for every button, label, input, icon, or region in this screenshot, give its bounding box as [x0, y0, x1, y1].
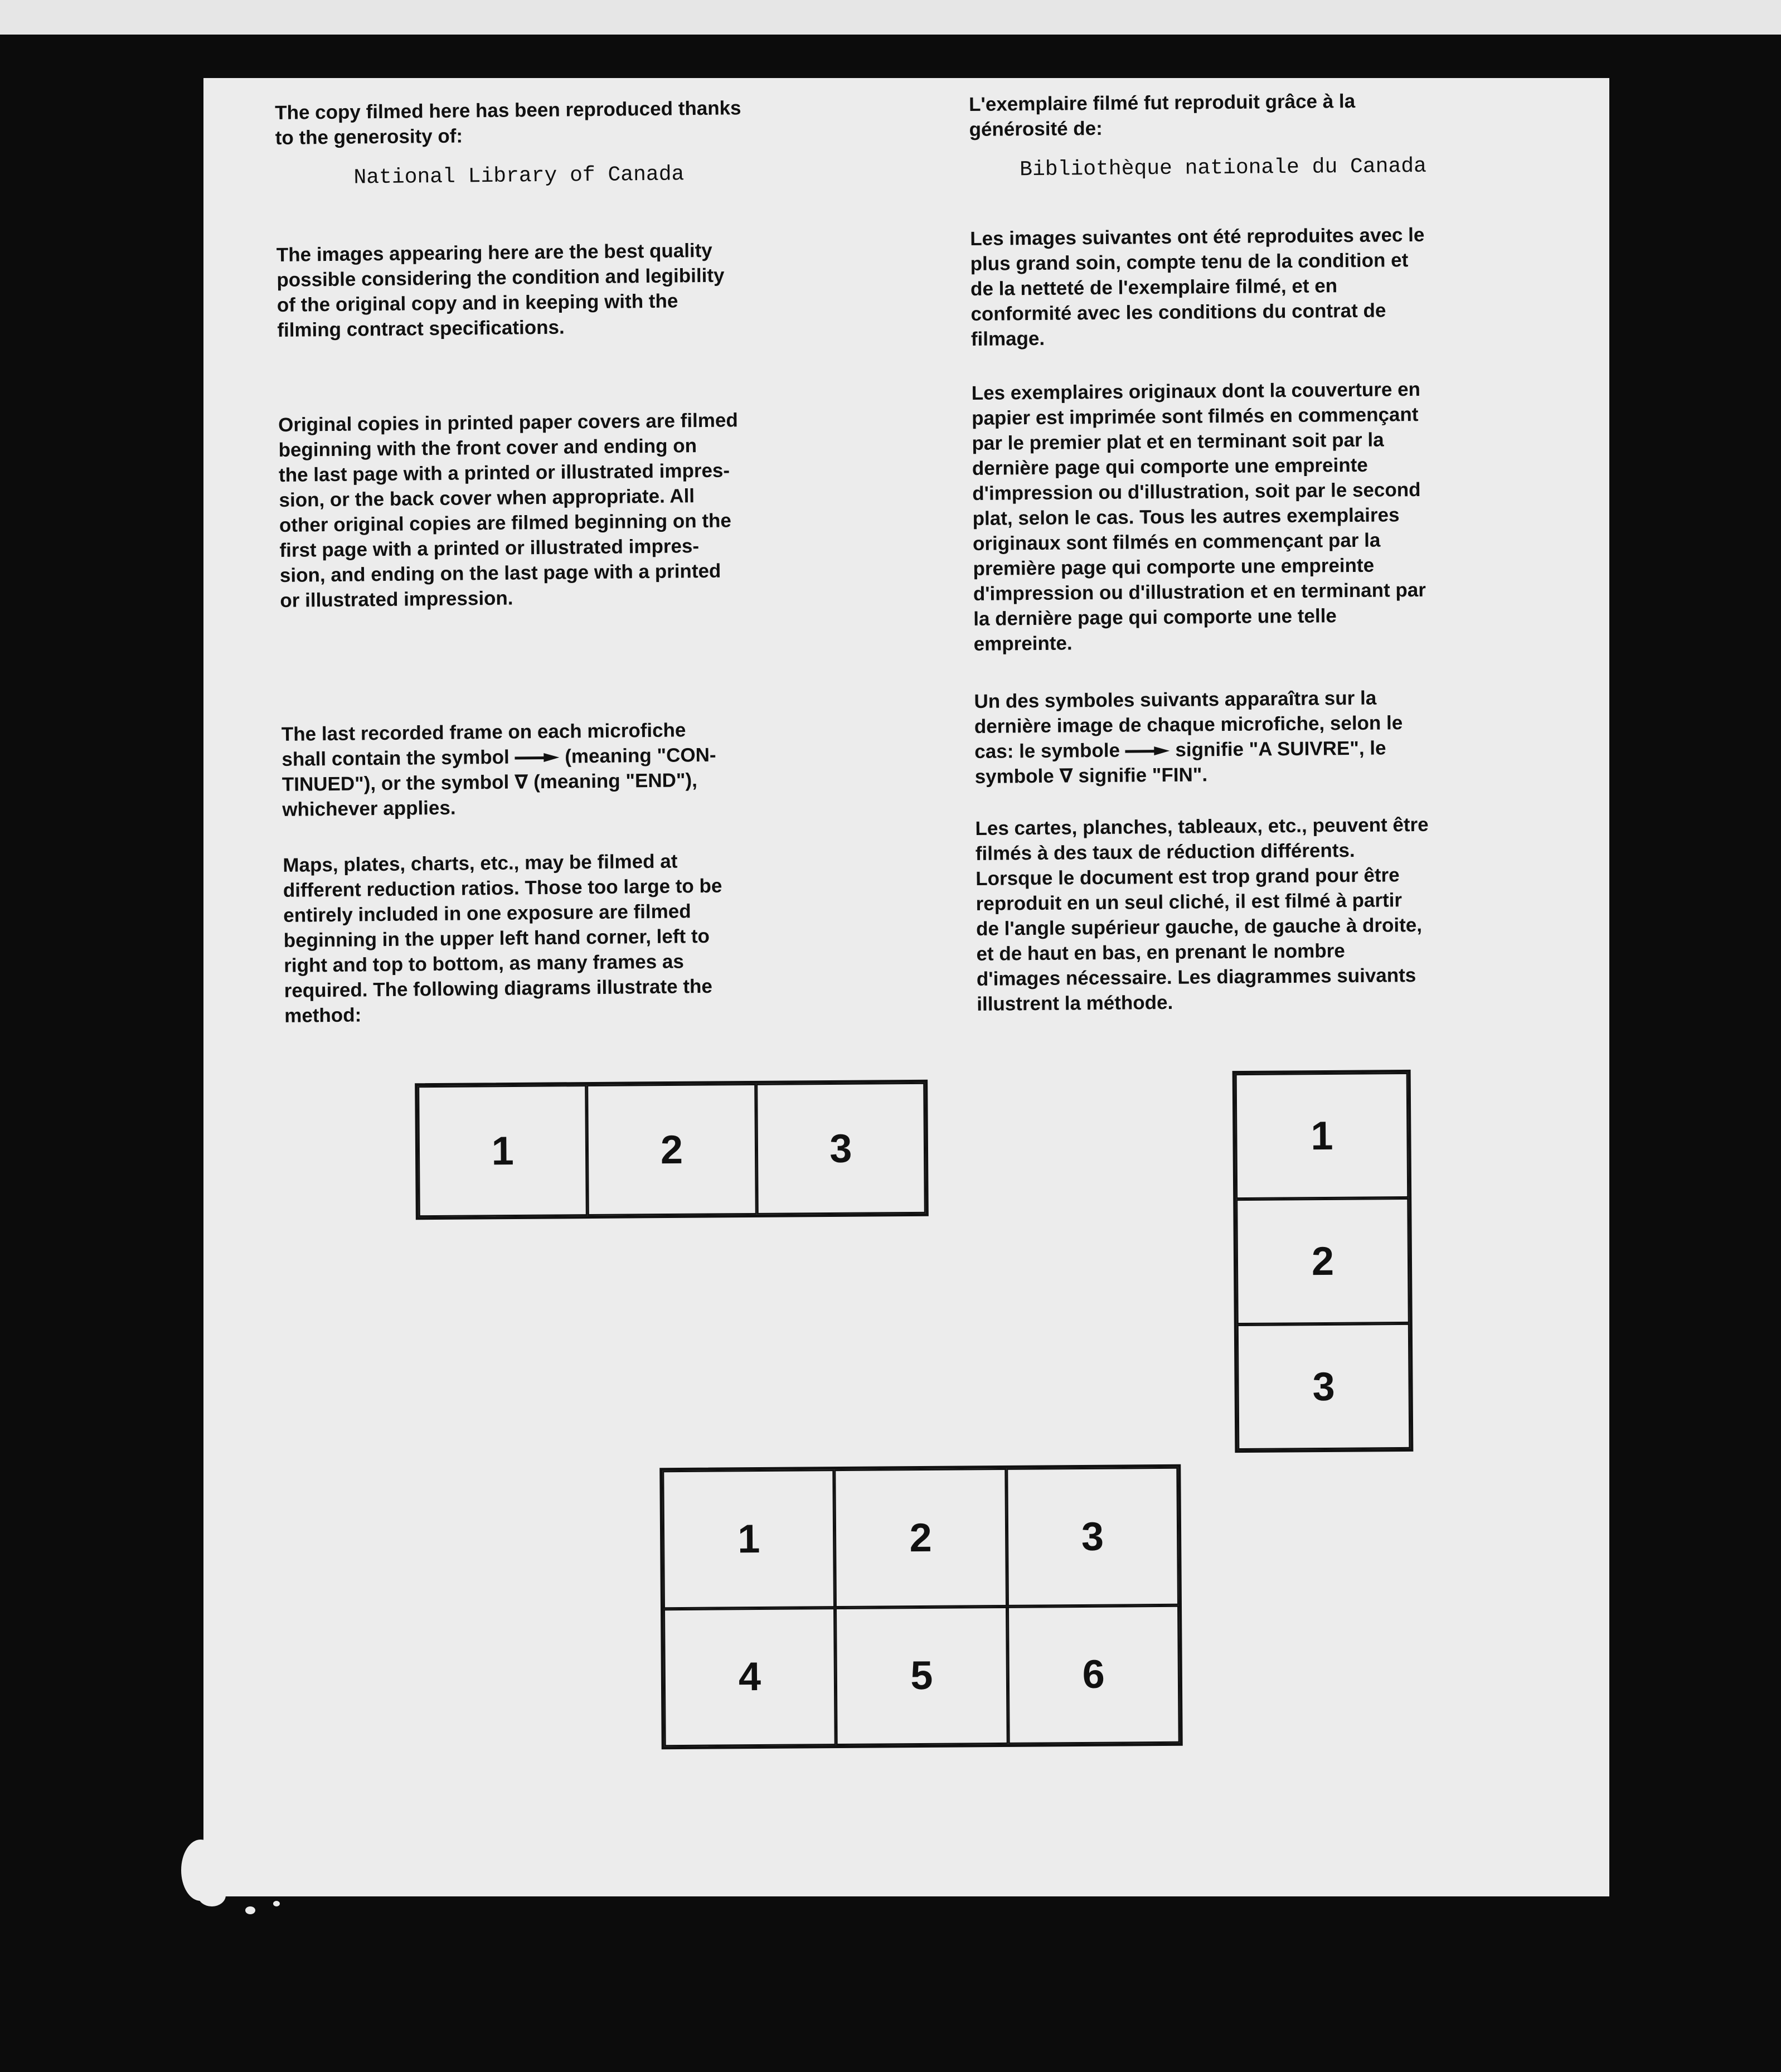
- symbols-text-fr-part-1: Un des symboles suivants apparaîtra sur la dernière image de chaque microfiche, selon le cas: le symbole: [974, 687, 1403, 763]
- paper-damage-speck: [245, 1906, 255, 1914]
- frame-cell: 6: [1007, 1605, 1180, 1744]
- symbols-text-fr-part-2: signifie "A SUIVRE", le symbole: [974, 737, 1386, 788]
- symbols-text-part-2: (meaning "CON- TINUED"), or the symbol: [282, 744, 716, 795]
- symbols-text-part-1: The last recorded frame on each microfiche shall contain the symbol: [281, 719, 686, 770]
- frame-cell: 2: [1236, 1198, 1410, 1324]
- frame-cell: 2: [834, 1468, 1007, 1608]
- library-name-fr: Bibliothèque nationale du Canada: [1020, 154, 1427, 182]
- frame-cell: 3: [1237, 1323, 1411, 1450]
- symbols-text-fr: [974, 684, 1544, 789]
- diagram-vertical-frames: [1232, 1070, 1414, 1453]
- paper-damage-speck: [198, 1884, 226, 1906]
- symbols-text: [282, 716, 857, 822]
- frame-cell: 3: [1006, 1467, 1179, 1607]
- diagram-grid-frames: [659, 1464, 1183, 1750]
- frame-cell: 4: [663, 1608, 836, 1747]
- triangle-down-icon: ∇: [1059, 765, 1074, 787]
- frame-cell: 1: [418, 1085, 588, 1217]
- thanks-text-fr: L'exemplaire filmé fut reproduit grâce à la générosité de:: [969, 90, 1356, 140]
- frame-cell: 5: [835, 1606, 1008, 1745]
- frame-cell: 1: [662, 1469, 835, 1609]
- triangle-down-icon: ∇: [514, 771, 528, 793]
- diagram-horizontal-frames: [415, 1080, 929, 1220]
- symbols-text-fr-part-3: signifie "FIN".: [1073, 764, 1208, 787]
- arrow-right-icon: [1125, 737, 1170, 763]
- french-column: [969, 87, 1545, 1017]
- maps-text: Maps, plates, charts, etc., may be filmed at different reduction ratios. Those too large to be entirely included in one exposure are filmed beginning in the upper left hand corner, left to right and top to bottom, as many frames as required. The following diagrams illustrate the method:: [283, 850, 722, 1027]
- symbols-text-part-3: (meaning "END"), whichever applies.: [282, 769, 698, 821]
- frame-cell: 1: [1235, 1073, 1409, 1199]
- maps-text-fr: Les cartes, planches, tableaux, etc., peuvent être filmés à des taux de réduction différents. Lorsque le document est trop grand pour être reproduit en un seul cliché, il est filmé à partir de l'angle supérieur gauche, de gauche à droite, et de haut en bas, en prenant le nombre d'images nécessaire. Les diagrammes suivants illustrent la méthode.: [975, 813, 1429, 1015]
- english-column: [275, 94, 858, 1028]
- library-name: National Library of Canada: [353, 162, 685, 190]
- paper-damage-speck: [273, 1901, 280, 1906]
- frame-cell: 2: [587, 1084, 757, 1216]
- originals-text: Original copies in printed paper covers are filmed beginning with the front cover and ending on the last page with a printed or illustrated impres- sion, or the back cover when appropriate. All other original copies are filmed beginning on the first page with a printed or illustrated impres- sion, and ending on the last page with a printed or illustrated impression.: [278, 409, 738, 612]
- quality-text-fr: Les images suivantes ont été reproduites avec le plus grand soin, compte tenu de la condition et de la netteté de l'exemplaire filmé, et en conformité avec les conditions du contrat de filmage.: [970, 224, 1425, 350]
- originals-text-fr: Les exemplaires originaux dont la couverture en papier est imprimée sont filmés en commençant par le premier plat et en terminant soit par la dernière page qui comporte une empreinte d'impression ou d'illustration, soit par le second plat, selon le cas. Tous les autres exemplaires originaux sont filmés en commençant par la première page qui comporte une empreinte d'impression ou d'illustration et en terminant par la dernière page qui comporte une telle empreinte.: [971, 378, 1426, 655]
- scanner-top-strip: [0, 0, 1781, 35]
- frame-cell: 3: [756, 1083, 926, 1215]
- arrow-right-icon: [515, 744, 559, 770]
- quality-text: The images appearing here are the best quality possible considering the condition and legibility of the original copy and in keeping with the filming contract specifications.: [276, 239, 725, 341]
- thanks-text: The copy filmed here has been reproduced thanks to the generosity of:: [275, 97, 741, 149]
